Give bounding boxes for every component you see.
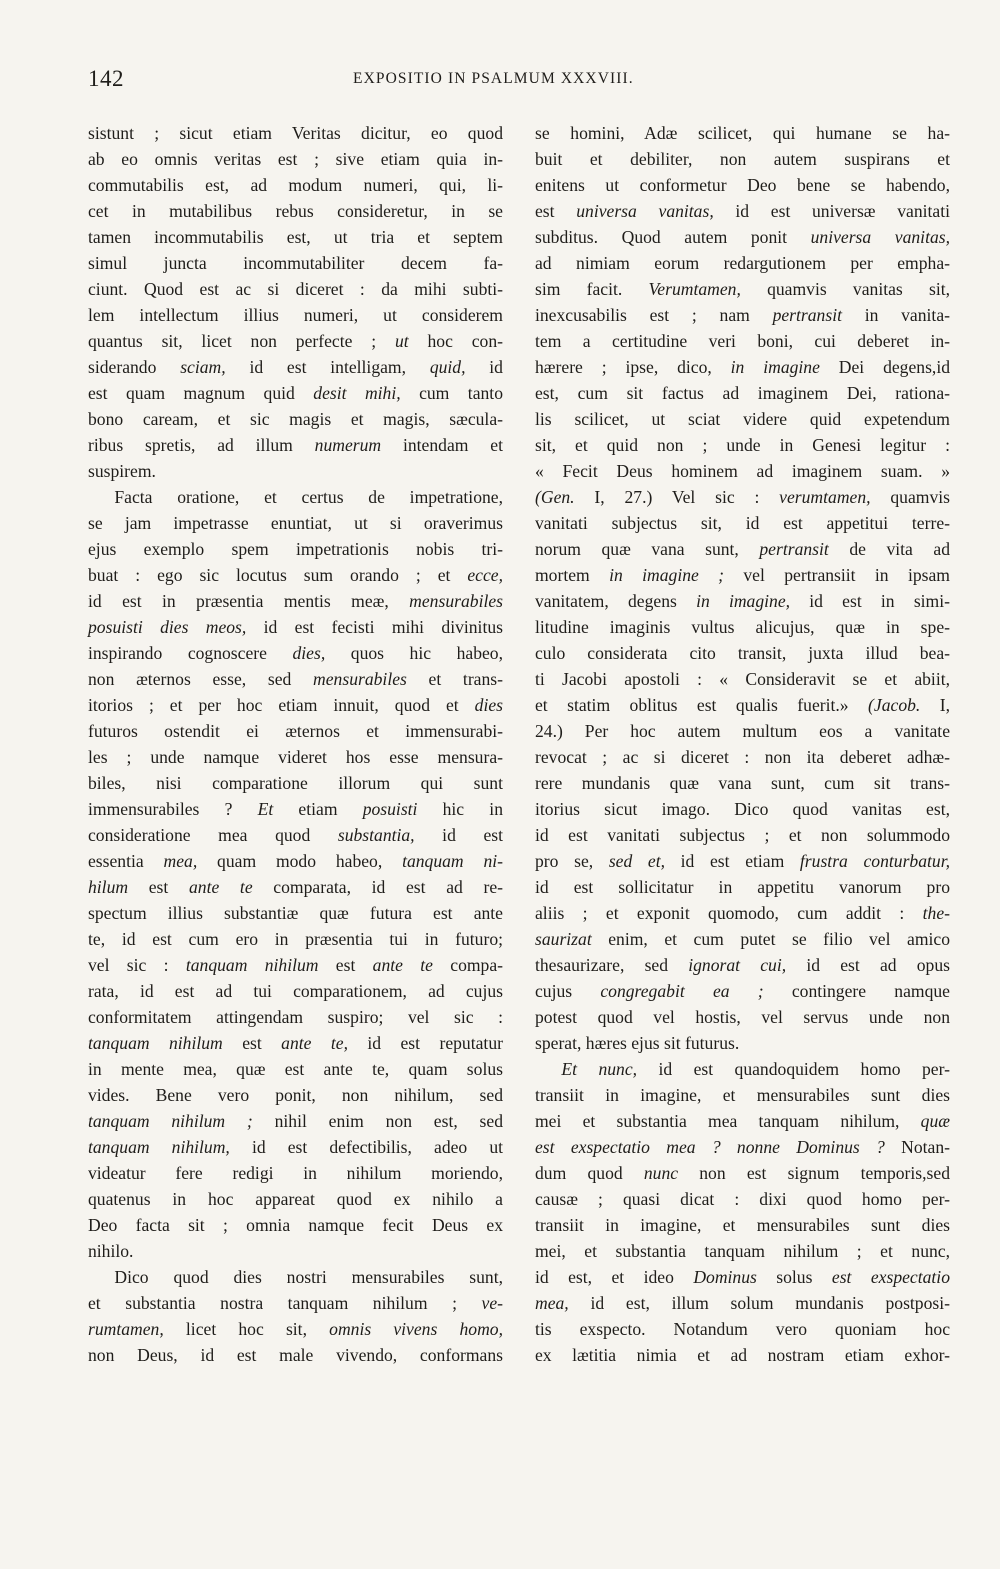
text-line (88, 224, 503, 250)
text-line (535, 458, 950, 484)
text-segment: est (128, 877, 189, 897)
italic-segment: tanquam nihilum (185, 955, 319, 975)
italic-segment: sed et, (608, 851, 666, 871)
text-line (535, 1082, 950, 1108)
text-segment: id est defectibilis, adeo ut (229, 1137, 504, 1157)
text-line (535, 1316, 950, 1342)
text-line (88, 146, 503, 172)
italic-segment: in imagine ; (609, 565, 725, 585)
italic-segment: verumtamen, (779, 487, 871, 507)
text-segment: mei, et substantia tanquam nihilum ; et nunc, (535, 1241, 950, 1261)
text-line (535, 666, 950, 692)
text-segment: est, cum sit factus ad imaginem Dei, rationa- (535, 383, 950, 403)
text-segment: id est fecisti mihi divinitus (246, 617, 503, 637)
italic-segment: substantia, (337, 825, 415, 845)
text-line (535, 120, 950, 146)
italic-segment: Verumtamen, (648, 279, 741, 299)
italic-segment: pertransit (759, 539, 829, 559)
text-segment: Deo facta sit ; omnia namque fecit Deus ex (88, 1215, 503, 1235)
text-line (88, 458, 503, 484)
text-line (88, 770, 503, 796)
italic-segment: est exspectatio (831, 1267, 950, 1287)
text-segment: transiit in imagine, et mensurabiles sunt dies (535, 1215, 950, 1235)
text-segment: inexcusabilis est ; nam (535, 305, 773, 325)
text-segment: sim facit. (535, 279, 649, 299)
text-segment: aliis ; et exponit quomodo, cum addit : (535, 903, 923, 923)
text-line (88, 172, 503, 198)
text-segment: Dico quod dies nostri mensurabiles sunt, (88, 1267, 503, 1287)
text-line (88, 250, 503, 276)
text-line (535, 276, 950, 302)
text-line (88, 432, 503, 458)
italic-segment: quid, (429, 357, 466, 377)
italic-segment: universa vanitas, (810, 227, 950, 247)
text-line (535, 328, 950, 354)
text-segment: ti Jacobi apostoli : « Consideravit se et abiit, (535, 669, 950, 689)
text-segment: causæ ; quasi dicat : dixi quod homo per- (535, 1189, 950, 1209)
text-segment: suspirem. (88, 461, 156, 481)
text-line (535, 536, 950, 562)
text-segment: est (535, 201, 577, 221)
text-segment: id est ad opus (786, 955, 950, 975)
italic-segment: nunc (643, 1163, 679, 1183)
italic-segment: omnis vivens homo, (329, 1319, 503, 1339)
text-segment: « Fecit Deus hominem ad imaginem suam. » (535, 461, 950, 481)
italic-segment: the- (922, 903, 950, 923)
italic-segment: posuisti (362, 799, 418, 819)
italic-segment: tanquam nihilum ; (88, 1111, 253, 1131)
italic-segment: mea, (163, 851, 198, 871)
italic-segment: tanquam nihilum (88, 1033, 223, 1053)
text-segment: id est in simi- (790, 591, 950, 611)
italic-segment: numerum (314, 435, 382, 455)
text-line (535, 562, 950, 588)
text-segment: id est sollicitatur in appetitu vanorum pro (535, 877, 950, 897)
text-line (535, 770, 950, 796)
text-segment: itorios ; et per hoc etiam innuit, quod et (88, 695, 475, 715)
text-line (88, 1342, 503, 1368)
text-segment: Notan- (884, 1137, 950, 1157)
text-segment: vides. Bene vero ponit, non nihilum, sed (88, 1085, 503, 1105)
text-line (88, 276, 503, 302)
text-segment: non est signum temporis,sed (678, 1163, 950, 1183)
text-segment: compa- (432, 955, 504, 975)
text-segment: mortem (535, 565, 610, 585)
text-line (535, 250, 950, 276)
text-line (535, 718, 950, 744)
left-text-column (88, 120, 503, 1368)
text-segment: I, (920, 695, 951, 715)
text-segment: cujus (535, 981, 601, 1001)
text-segment: mei et substantia mea tanquam nihilum, (535, 1111, 921, 1131)
italic-segment: rumtamen, (88, 1319, 164, 1339)
text-segment: quantus sit, licet non perfecte ; (88, 331, 395, 351)
text-segment: tem a certitudine veri boni, cui deberet in- (535, 331, 950, 351)
text-line (535, 1342, 950, 1368)
text-line (88, 1108, 503, 1134)
text-segment: hic in (417, 799, 503, 819)
italic-segment: congregabit ea ; (600, 981, 764, 1001)
text-segment: hoc con- (408, 331, 503, 351)
text-line (535, 926, 950, 952)
text-segment: id est, et ideo (535, 1267, 694, 1287)
italic-segment: frustra conturbatur, (799, 851, 950, 871)
text-segment: in mente mea, quæ est ante te, quam solus (88, 1059, 503, 1079)
text-line (535, 406, 950, 432)
text-segment: quos hic habeo, (325, 643, 503, 663)
text-segment: lem intellectum illius numeri, ut considerem (88, 305, 503, 325)
text-segment: id est (414, 825, 503, 845)
text-segment: cet in mutabilibus rebus consideretur, in se (88, 201, 503, 221)
text-line (535, 952, 950, 978)
text-segment: quamvis vanitas sit, (740, 279, 951, 299)
text-segment: dum quod (535, 1163, 644, 1183)
text-line (535, 1212, 950, 1238)
text-segment: thesaurizare, sed (535, 955, 689, 975)
text-line (535, 146, 950, 172)
text-segment: commutabilis est, ad modum numeri, qui, li- (88, 175, 503, 195)
text-line (535, 1056, 950, 1082)
text-line (88, 120, 503, 146)
text-segment: intendam et (381, 435, 504, 455)
text-line (535, 1030, 950, 1056)
text-line (88, 510, 503, 536)
text-line (88, 1264, 503, 1290)
italic-segment: ecce, (467, 565, 503, 585)
text-segment: ejus exemplo spem impetrationis nobis tri- (88, 539, 503, 559)
text-line (88, 978, 503, 1004)
text-segment: ex lætitia nimia et ad nostram etiam exhor- (535, 1345, 950, 1365)
text-segment: sit, et quid non ; unde in Genesi legitur : (535, 435, 950, 455)
text-segment: norum quæ vana sunt, (535, 539, 760, 559)
text-segment: cum tanto (400, 383, 503, 403)
text-segment: tamen incommutabilis est, ut tria et septem (88, 227, 503, 247)
text-line (88, 484, 503, 510)
italic-segment: Et nunc, (561, 1059, 638, 1079)
text-segment: id est intelligam, (225, 357, 430, 377)
text-segment: I, 27.) Vel sic : (574, 487, 780, 507)
italic-segment: Et (257, 799, 274, 819)
text-segment: etiam (273, 799, 363, 819)
text-segment: vanitati subjectus sit, id est appetitui terre- (535, 513, 950, 533)
text-segment: licet hoc sit, (163, 1319, 330, 1339)
text-line (535, 874, 950, 900)
text-segment: te, id est cum ero in præsentia tui in futuro; (88, 929, 503, 949)
text-segment: buit et debiliter, non autem suspirans et (535, 149, 950, 169)
italic-segment: desit mihi, (313, 383, 401, 403)
text-line (88, 1134, 503, 1160)
text-segment: enim, et cum putet se filio vel amico (591, 929, 950, 949)
text-line (88, 328, 503, 354)
text-segment: ciunt. Quod est ac si diceret : da mihi subti- (88, 279, 503, 299)
text-line (88, 354, 503, 380)
text-segment: vel sic : (88, 955, 186, 975)
text-segment: biles, nisi comparatione illorum qui sunt (88, 773, 503, 793)
text-segment: non æternos esse, sed (88, 669, 314, 689)
text-segment: tis exspecto. Notandum vero quoniam hoc (535, 1319, 950, 1339)
text-line (88, 302, 503, 328)
text-line (535, 1238, 950, 1264)
text-segment: 24.) Per hoc autem multum eos a vanitate (535, 721, 950, 741)
text-segment: et substantia nostra tanquam nihilum ; (88, 1293, 482, 1313)
text-line (535, 1186, 950, 1212)
italic-segment: mensurabiles (409, 591, 503, 611)
text-line (88, 822, 503, 848)
text-line (88, 614, 503, 640)
text-line (535, 900, 950, 926)
text-line (88, 1290, 503, 1316)
text-segment: futuros ostendit ei æternos et immensurabi- (88, 721, 503, 741)
italic-segment: dies (474, 695, 503, 715)
text-segment: id est, illum solum mundanis postposi- (568, 1293, 950, 1313)
text-line (535, 978, 950, 1004)
text-line (535, 224, 950, 250)
text-segment: potest quod vel hostis, vel servus unde non (535, 1007, 950, 1027)
text-segment: comparata, id est ad re- (252, 877, 504, 897)
text-line (535, 848, 950, 874)
text-segment: conformitatem attingendam suspiro; vel sic : (88, 1007, 503, 1027)
text-line (88, 1030, 503, 1056)
text-line (88, 536, 503, 562)
text-line (88, 718, 503, 744)
text-line (88, 952, 503, 978)
text-segment: videatur fere redigi in nihilum moriendo, (88, 1163, 503, 1183)
text-segment: consideratione mea quod (88, 825, 338, 845)
text-segment: id est reputatur (347, 1033, 503, 1053)
italic-segment: ante te, (281, 1033, 348, 1053)
text-segment: lis scilicet, ut sciat videre quid expetendum (535, 409, 950, 429)
text-segment: est (222, 1033, 282, 1053)
text-segment: transiit in imagine, et mensurabiles sunt dies (535, 1085, 950, 1105)
italic-segment: ante te (188, 877, 253, 897)
text-segment: quatenus in hoc appareat quod ex nihilo a (88, 1189, 503, 1209)
text-segment: culo considerata cito transit, juxta illud bea- (535, 643, 950, 663)
text-segment: Facta oratione, et certus de impetratione, (88, 487, 503, 507)
text-line (88, 1160, 503, 1186)
text-segment: hærere ; ipse, dico, (535, 357, 731, 377)
text-segment: est (318, 955, 373, 975)
italic-segment: pertransit (772, 305, 842, 325)
text-segment: subditus. Quod autem ponit (535, 227, 811, 247)
text-line (88, 926, 503, 952)
italic-segment: posuisti dies meos, (88, 617, 247, 637)
text-line (88, 1238, 503, 1264)
text-segment: sistunt ; sicut etiam Veritas dicitur, eo quod (88, 123, 503, 143)
running-title: EXPOSITIO IN PSALMUM XXXVIII. (353, 70, 634, 87)
text-segment: solus (756, 1267, 832, 1287)
italic-segment: universa vanitas, (576, 201, 714, 221)
right-text-column (535, 120, 950, 1368)
text-line (535, 1264, 950, 1290)
text-segment: itorius sicut imago. Dico quod vanitas est, (535, 799, 950, 819)
text-line (88, 1212, 503, 1238)
italic-segment: quæ (920, 1111, 950, 1131)
italic-segment: ignorat cui, (688, 955, 787, 975)
text-line (535, 354, 950, 380)
text-line (535, 640, 950, 666)
italic-segment: Dominus (693, 1267, 757, 1287)
text-segment: nihilo. (88, 1241, 134, 1261)
text-line (88, 406, 503, 432)
text-segment: in vanita- (841, 305, 950, 325)
text-segment: sperat, hæres ejus sit futurus. (535, 1033, 740, 1053)
italic-segment: (Jacob. (868, 695, 921, 715)
text-line (535, 198, 950, 224)
text-segment: simul juncta incommutabiliter decem fa- (88, 253, 503, 273)
text-segment: est quam magnum quid (88, 383, 314, 403)
text-line (535, 484, 950, 510)
text-segment: ab eo omnis veritas est ; sive etiam quia in- (88, 149, 503, 169)
italic-segment: tanquam nihilum, (88, 1137, 230, 1157)
text-line (535, 302, 950, 328)
text-line (88, 1056, 503, 1082)
text-segment: quamvis (870, 487, 950, 507)
text-segment: vanitatem, degens (535, 591, 697, 611)
italic-segment: mensurabiles (313, 669, 407, 689)
italic-segment: sciam, (180, 357, 226, 377)
text-line (535, 1134, 950, 1160)
text-segment: et statim oblitus est qualis fuerit.» (535, 695, 869, 715)
text-line (535, 822, 950, 848)
text-segment: ribus spretis, ad illum (88, 435, 315, 455)
text-line (88, 848, 503, 874)
text-line (535, 614, 950, 640)
text-line (535, 1108, 950, 1134)
text-line (535, 796, 950, 822)
text-segment: Dei degens,id (819, 357, 951, 377)
text-line (88, 1316, 503, 1342)
text-segment: ad nimiam eorum redargutionem per empha- (535, 253, 950, 273)
text-line (535, 588, 950, 614)
text-line (535, 172, 950, 198)
text-line (88, 666, 503, 692)
text-line (88, 198, 503, 224)
text-segment: id est etiam (665, 851, 800, 871)
text-segment: id est quandoquidem homo per- (637, 1059, 950, 1079)
text-segment: litudine imaginis vultus alicujus, quæ in spe- (535, 617, 950, 637)
italic-segment: ut (394, 331, 409, 351)
text-segment: quam modo habeo, (197, 851, 403, 871)
text-segment: buat : ego sic locutus sum orando ; et (88, 565, 468, 585)
text-line (535, 380, 950, 406)
italic-segment: ve- (481, 1293, 503, 1313)
text-segment: id est in præsentia mentis meæ, (88, 591, 410, 611)
text-segment: id est universæ vanitati (713, 201, 950, 221)
text-segment (535, 1059, 561, 1079)
text-line (88, 562, 503, 588)
italic-segment: in imagine, (696, 591, 791, 611)
text-segment: siderando (88, 357, 181, 377)
text-segment: se homini, Adæ scilicet, qui humane se ha- (535, 123, 950, 143)
italic-segment: mea, (535, 1293, 569, 1313)
italic-segment: est exspectatio mea ? nonne Dominus ? (535, 1137, 885, 1157)
text-segment: immensurabiles ? (88, 799, 258, 819)
italic-segment: in imagine (730, 357, 820, 377)
text-segment: les ; unde namque videret hos esse mensura- (88, 747, 503, 767)
text-segment: et trans- (406, 669, 503, 689)
italic-segment: hilum (88, 877, 129, 897)
text-line (535, 692, 950, 718)
text-line (88, 1004, 503, 1030)
text-line (88, 744, 503, 770)
text-segment: essentia (88, 851, 164, 871)
italic-segment: (Gen. (535, 487, 575, 507)
text-line (88, 380, 503, 406)
text-segment: spectum illius substantiæ quæ futura est ante (88, 903, 503, 923)
text-line (535, 1004, 950, 1030)
text-segment: bono caream, et sic magis et magis, sæcula- (88, 409, 503, 429)
text-line (88, 874, 503, 900)
text-segment: vel pertransiit in ipsam (724, 565, 950, 585)
text-segment: de vita ad (828, 539, 950, 559)
italic-segment: tanquam ni- (402, 851, 503, 871)
text-segment: rata, id est ad tui comparationem, ad cujus (88, 981, 503, 1001)
text-segment: non Deus, id est male vivendo, conformans (88, 1345, 503, 1365)
text-line (535, 432, 950, 458)
text-segment: enitens ut conformetur Deo bene se habendo, (535, 175, 950, 195)
text-line (535, 1290, 950, 1316)
text-segment: pro se, (535, 851, 609, 871)
page-header (88, 66, 910, 100)
text-segment: se jam impetrasse enuntiat, ut si oraverimus (88, 513, 503, 533)
text-segment: inspirando cognoscere (88, 643, 293, 663)
page-number: 142 (88, 66, 124, 91)
italic-segment: ante te (372, 955, 433, 975)
text-segment: id (465, 357, 503, 377)
text-line (88, 640, 503, 666)
italic-segment: saurizat (535, 929, 592, 949)
text-line (88, 588, 503, 614)
text-line (88, 900, 503, 926)
text-segment: id est vanitati subjectus ; et non solummodo (535, 825, 950, 845)
text-line (88, 1186, 503, 1212)
text-segment: revocat ; ac si diceret : non ita deberet adhæ- (535, 747, 950, 767)
text-line (535, 744, 950, 770)
text-line (88, 796, 503, 822)
text-line (88, 1082, 503, 1108)
text-line (88, 692, 503, 718)
text-segment: rere mundanis quæ vana sunt, cum sit trans- (535, 773, 950, 793)
text-segment: nihil enim non est, sed (252, 1111, 503, 1131)
italic-segment: dies, (292, 643, 326, 663)
text-line (535, 510, 950, 536)
text-line (535, 1160, 950, 1186)
text-segment: contingere namque (763, 981, 950, 1001)
